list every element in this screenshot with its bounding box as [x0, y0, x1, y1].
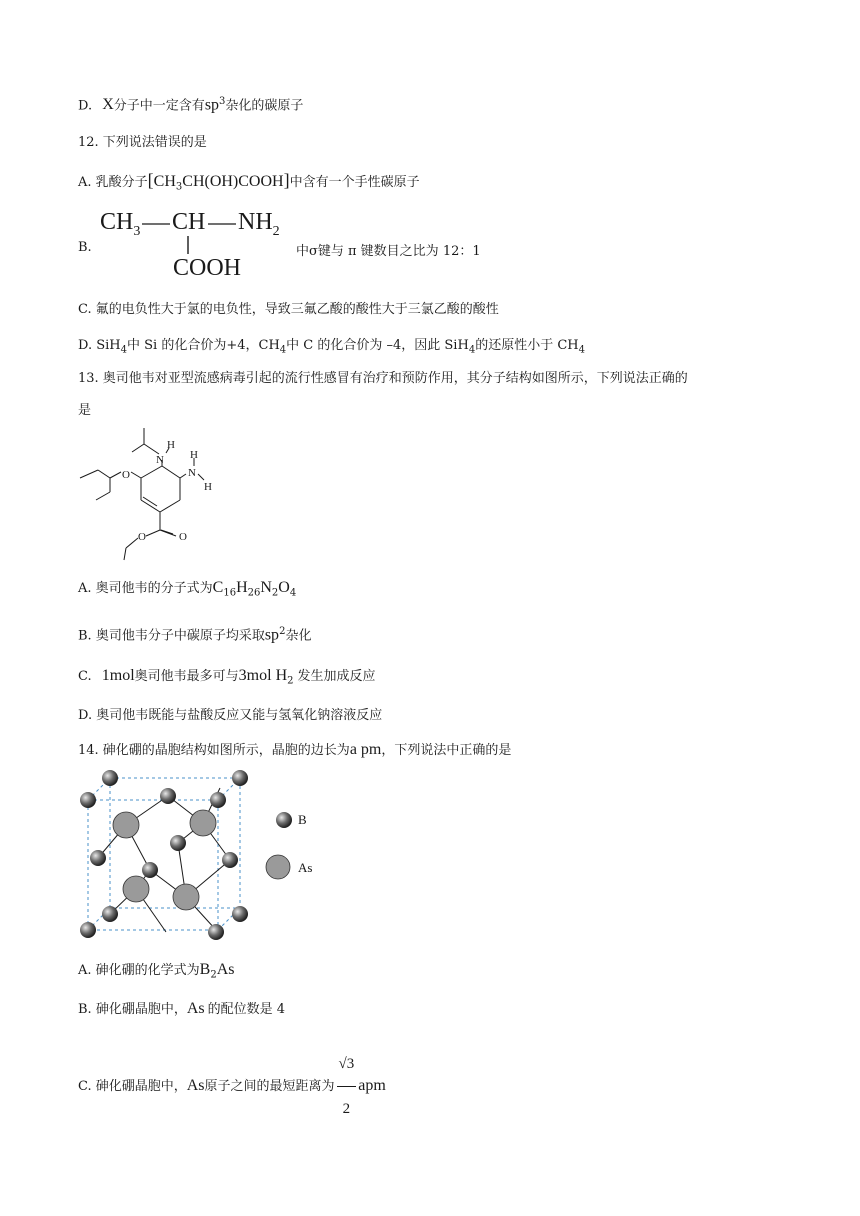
atom-n-amide: N: [156, 454, 164, 466]
b-atom: [222, 852, 238, 868]
option-d-q11: D. X分子中一定含有$sp^3$杂化的碳原子: [78, 96, 304, 114]
b-atom: [208, 924, 224, 940]
atom-n-amine: N: [188, 467, 196, 479]
q13-option-c: C. 1mol奥司他韦最多可与3mol $H_2$ 发生加成反应: [78, 667, 376, 687]
b-atom: [210, 792, 226, 808]
question-13-stem-line1: 13. 奥司他韦对亚型流感病毒引起的流行性感冒有治疗和预防作用，其分子结构如图所示，下列说法正确的: [78, 371, 688, 386]
q12-option-d: D. SiH$_4$中 Si 的化合价为+4，$CH_4$中 C 的化合价为 –4，因此 SiH$_4$的还原性小于 $CH_4$: [78, 338, 585, 356]
q13-option-d: D. 奥司他韦既能与盐酸反应又能与氢氧化钠溶液反应: [78, 708, 383, 723]
boron-arsenide-unit-cell: [76, 768, 356, 948]
q13-option-b: B. 奥司他韦分子中碳原子均采取$sp^2$杂化: [78, 626, 312, 644]
oseltamivir-structure: [76, 426, 226, 566]
atom-o-ester: O: [138, 531, 146, 543]
b-atom: [170, 835, 186, 851]
b-atom: [80, 792, 96, 808]
atom-h: H: [204, 481, 212, 493]
as-atom: [190, 810, 216, 836]
b-atom: [102, 770, 118, 786]
q12-option-a: A. 乳酸分子$[CH_3CH(OH)COOH]$中含有一个手性碳原子: [78, 170, 420, 193]
question-14-stem: 14. 砷化硼的晶胞结构如图所示，晶胞的边长为a pm，下列说法中正确的是: [78, 741, 512, 758]
q14-option-c: C. 砷化硼晶胞中，As原子之间的最短距离为 $\frac{√3}{2}$ apm: [78, 1042, 386, 1131]
b-atom: [90, 850, 106, 866]
atom-h: H: [190, 449, 198, 461]
legend-as-label: As: [298, 860, 313, 875]
var-x: X: [102, 96, 114, 114]
q13-option-a: A. 奥司他韦的分子式为$C_{16}H_{26}N_2O_4$: [78, 579, 297, 599]
q12-option-c: C. 氟的电负性大于氯的电负性，导致三氟乙酸的酸性大于三氯乙酸的酸性: [78, 302, 499, 317]
atom-o-ether: O: [122, 469, 130, 481]
b-atom: [142, 862, 158, 878]
option-label: D.: [78, 98, 93, 114]
b-atom: [232, 906, 248, 922]
legend-as-atom: [266, 855, 290, 879]
legend-b-label: B: [298, 812, 307, 827]
atom-o-carbonyl: O: [179, 531, 187, 543]
legend-b-atom: [276, 812, 292, 828]
fraction: $\frac{√3}{2}$: [337, 1042, 357, 1131]
q14-option-b: B. 砷化硼晶胞中，As 的配位数是 4: [78, 1000, 286, 1017]
question-13-stem-line2: 是: [78, 403, 92, 418]
b-atom: [232, 770, 248, 786]
as-atom: [123, 876, 149, 902]
b-atom: [102, 906, 118, 922]
as-atom: [173, 884, 199, 910]
b-atom: [160, 788, 176, 804]
b-atom: [80, 922, 96, 938]
question-12-stem: 12. 下列说法错误的是: [78, 135, 207, 150]
as-atom: [113, 812, 139, 838]
q14-option-a: A. 砷化硼的化学式为$B_2As$: [78, 961, 235, 981]
atom-h: H: [167, 439, 175, 451]
